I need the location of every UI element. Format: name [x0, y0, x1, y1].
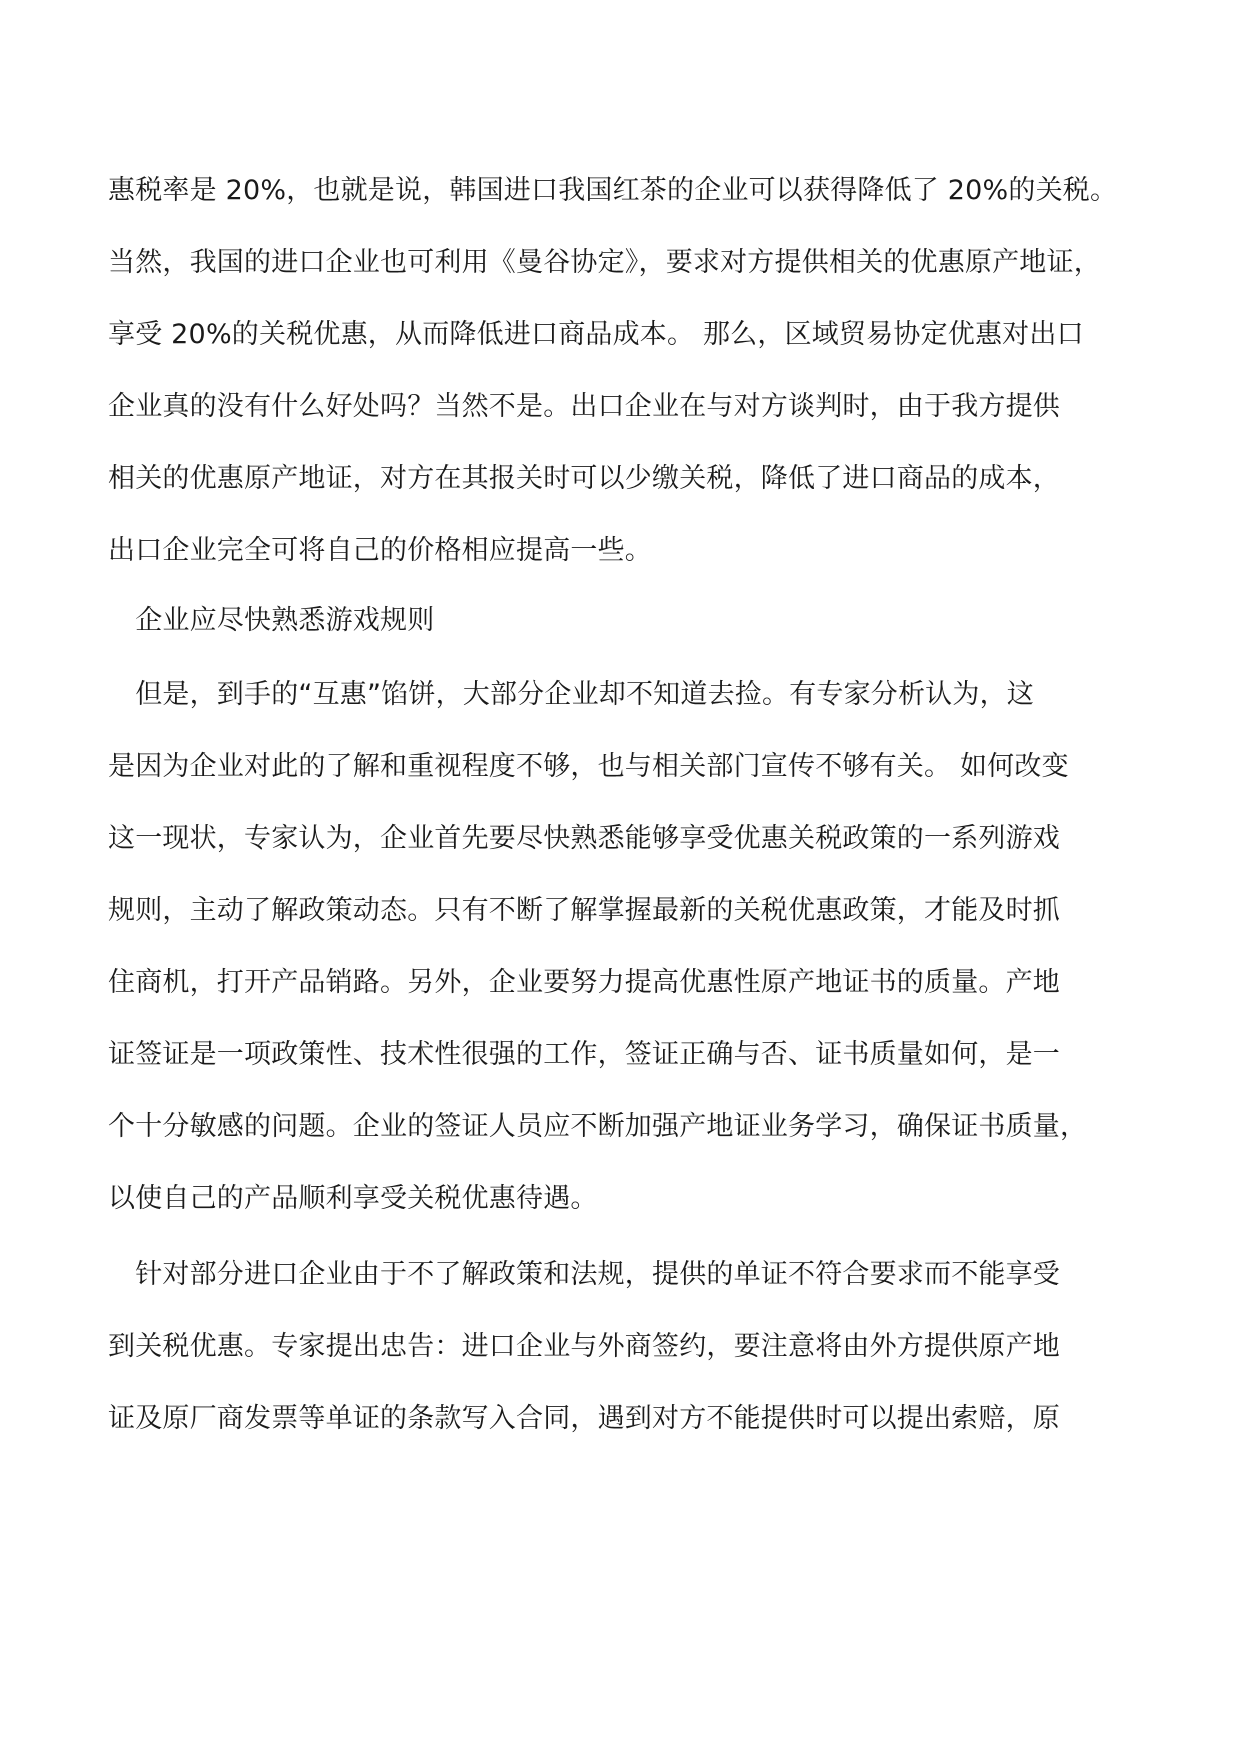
- paragraph-2-line-6: 证签证是一项政策性、技术性很强的工作，签证正确与否、证书质量如何，是一: [108, 1039, 1060, 1070]
- paragraph-1-line-6: 出口企业完全可将自己的价格相应提高一些。: [108, 535, 652, 566]
- paragraph-3-line-3: 证及原厂商发票等单证的条款写入合同，遇到对方不能提供时可以提出索赔，原: [108, 1403, 1060, 1434]
- paragraph-1-line-2: 当然，我国的进口企业也可利用《曼谷协定》，要求对方提供相关的优惠原产地证，: [108, 247, 1101, 278]
- paragraph-2-line-8: 以使自己的产品顺利享受关税优惠待遇。: [108, 1183, 598, 1214]
- paragraph-2-line-1: 但是，到手的“互惠”馅饼，大部分企业却不知道去捡。有专家分析认为，这: [108, 679, 1034, 710]
- section-heading: 企业应尽快熟悉游戏规则: [108, 605, 435, 636]
- paragraph-1-line-5: 相关的优惠原产地证，对方在其报关时可以少缴关税，降低了进口商品的成本，: [108, 463, 1060, 494]
- paragraph-2-line-2: 是因为企业对此的了解和重视程度不够，也与相关部门宣传不够有关。 如何改变: [108, 751, 1069, 782]
- paragraph-1-line-3: 享受 20%的关税优惠，从而降低进口商品成本。 那么，区域贸易协定优惠对出口: [108, 319, 1084, 350]
- paragraph-2-line-3: 这一现状，专家认为，企业首先要尽快熟悉能够享受优惠关税政策的一系列游戏: [108, 823, 1060, 854]
- paragraph-1-line-1: 惠税率是 20%，也就是说，韩国进口我国红茶的企业可以获得降低了 20%的关税。: [108, 175, 1118, 206]
- paragraph-2-line-5: 住商机，打开产品销路。另外，企业要努力提高优惠性原产地证书的质量。产地: [108, 967, 1060, 998]
- paragraph-2-line-4: 规则，主动了解政策动态。只有不断了解掌握最新的关税优惠政策，才能及时抓: [108, 895, 1060, 926]
- paragraph-3-line-2: 到关税优惠。专家提出忠告：进口企业与外商签约，要注意将由外方提供原产地: [108, 1331, 1060, 1362]
- paragraph-2-line-7: 个十分敏感的问题。企业的签证人员应不断加强产地证业务学习，确保证书质量，: [108, 1111, 1088, 1142]
- paragraph-1-line-4: 企业真的没有什么好处吗？当然不是。出口企业在与对方谈判时，由于我方提供: [108, 391, 1060, 422]
- paragraph-3-line-1: 针对部分进口企业由于不了解政策和法规，提供的单证不符合要求而不能享受: [108, 1259, 1060, 1290]
